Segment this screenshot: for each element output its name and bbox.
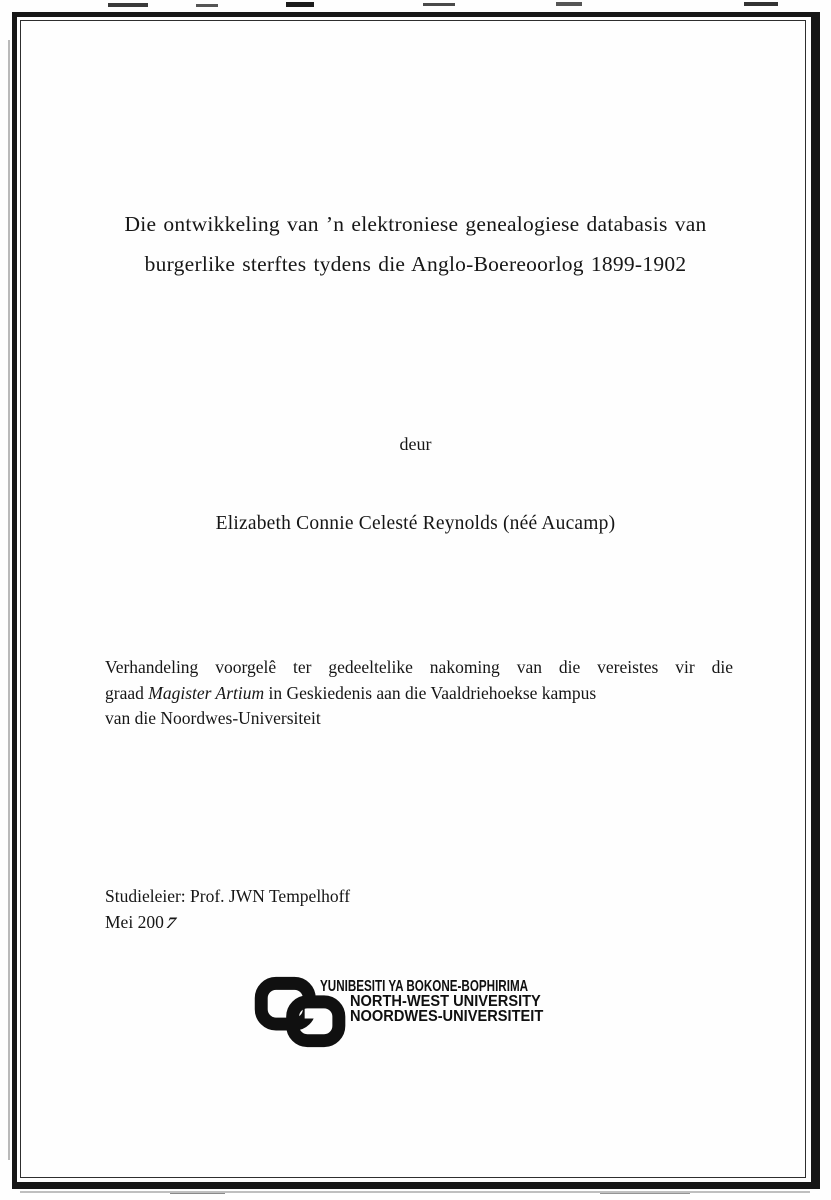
scan-artifact [423,3,455,6]
thesis-title-line2: burgerlike sterftes tydens die Anglo-Boereoorlog 1899-1902 [144,252,687,276]
scan-artifact [744,2,778,6]
date-digit: 7 [163,913,180,932]
thesis-title-line1: Die ontwikkeling van ’n elektroniese genealogiese databasis van [124,212,707,236]
date-line [105,909,350,935]
scan-edge-shadow [8,40,10,1160]
degree-statement-line2 [105,681,733,707]
logo-name-setswana: YUNIBESITI YA BOKONE-BOPHIRIMA [320,976,529,995]
byline-deur: deur [399,434,432,454]
degree-statement-line2-prefix: graad [105,682,149,703]
degree-statement-line1: Verhandeling voorgelê ter gedeeltelike nakoming van die vereistes vir die [105,657,733,677]
degree-statement-line2-suffix: in Geskiedenis aan die Vaaldriehoekse kampus [264,682,597,703]
degree-statement-line3: van die Noordwes-Universiteit [105,708,321,728]
degree-name-italic: Magister Artium [148,682,265,703]
degree-statement [105,655,733,732]
scan-artifact [108,3,148,7]
logo-name-english: NORTH-WEST UNIVERSITY [350,991,541,1010]
scan-artifact [196,4,218,7]
scan-artifact [286,2,314,7]
scan-artifact [556,2,582,6]
date-prefix: Mei 200 [105,912,164,932]
author-name: Elizabeth Connie Celesté Reynolds (néé Aucamp) [215,513,616,534]
university-logo [253,976,650,1049]
supervisor-line: Studieleier: Prof. JWN Tempelhoff [105,886,351,906]
supervisor-block [105,883,350,935]
logo-name-afrikaans: NOORDWES-UNIVERSITEIT [350,1006,544,1025]
university-logo-text [320,976,650,1025]
scan-edge-shadow [20,1191,810,1193]
